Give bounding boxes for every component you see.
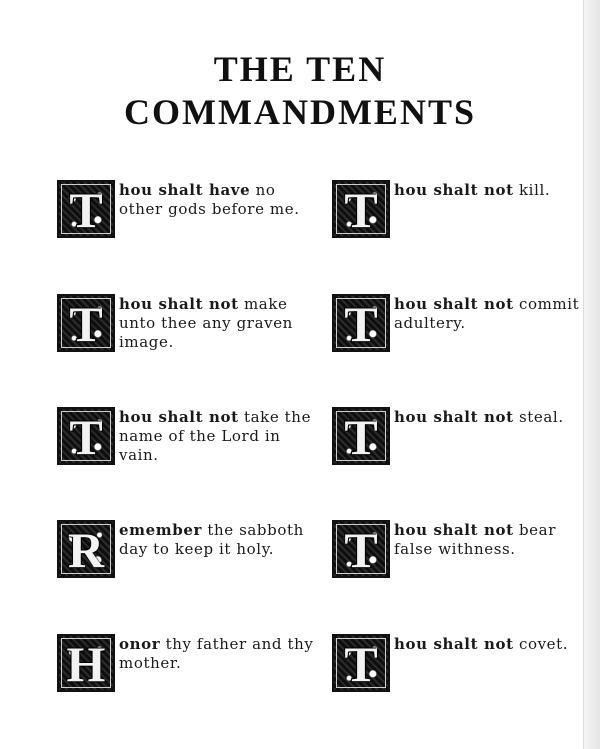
illuminated-capital — [332, 520, 390, 578]
commandment-text — [119, 521, 319, 559]
commandment-text — [119, 408, 319, 465]
commandment-6 — [332, 407, 594, 469]
capital-letter: T — [69, 409, 103, 465]
commandment-rest: make unto thee any graven image. — [119, 295, 293, 351]
illuminated-capital — [332, 407, 390, 465]
commandment-bold: hou shalt not — [394, 181, 514, 199]
illuminated-capital — [332, 634, 390, 692]
capital-letter: T — [69, 296, 103, 352]
illuminated-capital — [57, 294, 115, 352]
commandment-1 — [57, 180, 319, 242]
commandment-9 — [57, 634, 319, 696]
illuminated-capital — [57, 634, 115, 692]
capital-letter: T — [344, 409, 378, 465]
commandment-text — [119, 181, 319, 219]
commandment-rest: commit adultery. — [394, 295, 580, 332]
capital-letter: T — [344, 296, 378, 352]
commandment-text — [394, 521, 594, 559]
commandment-bold: hou shalt not — [394, 521, 514, 539]
commandment-bold: onor — [119, 635, 161, 653]
capital-letter: T — [344, 182, 378, 238]
title-line-1: THE TEN — [213, 49, 387, 89]
commandment-bold: hou shalt not — [394, 635, 514, 653]
capital-letter: H — [66, 636, 106, 692]
commandment-text — [394, 635, 594, 654]
commandment-rest: bear false withness. — [394, 521, 556, 558]
commandment-text — [119, 295, 319, 352]
commandment-rest: steal. — [513, 408, 564, 426]
illuminated-capital — [57, 180, 115, 238]
capital-letter: R — [67, 522, 105, 578]
capital-letter: T — [344, 522, 378, 578]
illuminated-capital — [57, 407, 115, 465]
commandment-rest: kill. — [513, 181, 551, 199]
commandment-10 — [332, 634, 594, 696]
commandment-2 — [332, 180, 594, 242]
commandment-bold: hou shalt not — [394, 295, 514, 313]
illuminated-capital — [332, 180, 390, 238]
commandment-text — [119, 635, 319, 673]
commandment-rest: take the name of the Lord in vain. — [119, 408, 312, 464]
commandment-text — [394, 181, 594, 200]
commandment-rest: thy father and thy mother. — [119, 635, 314, 672]
commandment-bold: hou shalt not — [119, 295, 239, 313]
commandment-bold: hou shalt not — [119, 408, 239, 426]
commandment-7 — [57, 520, 319, 582]
commandment-4 — [332, 294, 594, 356]
commandment-rest: covet. — [513, 635, 569, 653]
illuminated-capital — [57, 520, 115, 578]
commandment-3 — [57, 294, 319, 356]
commandment-bold: hou shalt not — [394, 408, 514, 426]
commandment-text — [394, 408, 594, 427]
commandment-bold: hou shalt have — [119, 181, 251, 199]
commandment-rest: the sabboth day to keep it holy. — [119, 521, 304, 558]
title-line-2: COMMANDMENTS — [124, 92, 476, 132]
commandment-bold: emember — [119, 521, 202, 539]
commandment-rest: no other gods before me. — [119, 181, 300, 218]
page-title — [0, 48, 600, 134]
commandment-5 — [57, 407, 319, 469]
commandment-8 — [332, 520, 594, 582]
illuminated-capital — [332, 294, 390, 352]
commandment-text — [394, 295, 594, 333]
capital-letter: T — [344, 636, 378, 692]
capital-letter: T — [69, 182, 103, 238]
